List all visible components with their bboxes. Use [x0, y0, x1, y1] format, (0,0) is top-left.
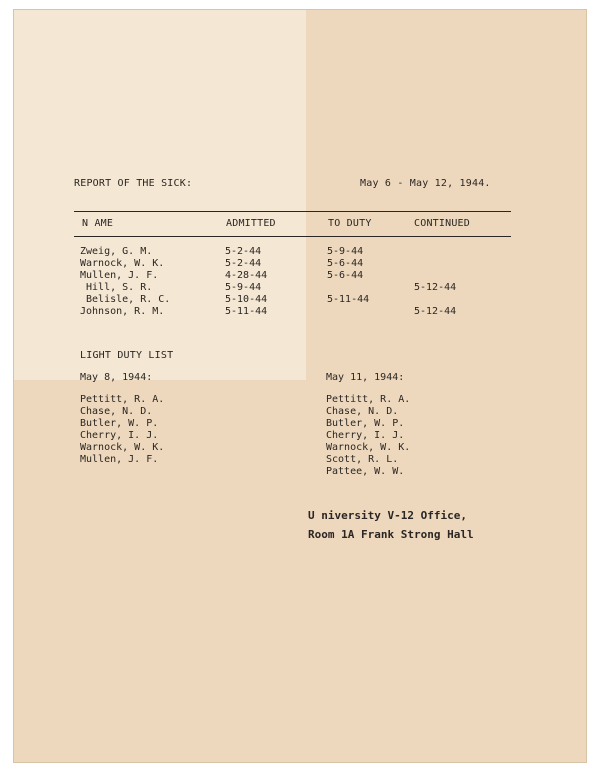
row-admitted: 5-2-44: [225, 246, 262, 257]
light-duty-date-right: May 11, 1944:: [326, 372, 405, 383]
list-item: Chase, N. D.: [80, 406, 153, 417]
row-name: Zweig, G. M.: [80, 246, 153, 257]
list-item: Cherry, I. J.: [326, 430, 405, 441]
row-name: Belisle, R. C.: [80, 294, 171, 305]
row-continued: 5-12-44: [414, 306, 457, 317]
row-continued: 5-12-44: [414, 282, 457, 293]
list-item: Pettitt, R. A.: [326, 394, 411, 405]
list-item: Mullen, J. F.: [80, 454, 159, 465]
row-name: Hill, S. R.: [80, 282, 153, 293]
list-item: Warnock, W. K.: [80, 442, 165, 453]
list-item: Scott, R. L.: [326, 454, 399, 465]
faded-paper-region: [14, 10, 306, 380]
row-name: Johnson, R. M.: [80, 306, 165, 317]
list-item: Cherry, I. J.: [80, 430, 159, 441]
table-header-rule: [74, 236, 511, 237]
light-duty-title: LIGHT DUTY LIST: [80, 350, 174, 361]
column-header-continued: CONTINUED: [414, 218, 470, 229]
column-header-name: N AME: [82, 218, 114, 229]
column-header-admitted: ADMITTED: [226, 218, 276, 229]
room-line: Room 1A Frank Strong Hall: [308, 528, 474, 541]
list-item: Butler, W. P.: [326, 418, 405, 429]
office-line: U niversity V-12 Office,: [308, 509, 467, 522]
row-name: Warnock, W. K.: [80, 258, 165, 269]
list-item: Pettitt, R. A.: [80, 394, 165, 405]
row-admitted: 4-28-44: [225, 270, 268, 281]
light-duty-date-left: May 8, 1944:: [80, 372, 153, 383]
row-to-duty: 5-6-44: [327, 258, 364, 269]
list-item: Chase, N. D.: [326, 406, 399, 417]
report-period: May 6 - May 12, 1944.: [360, 178, 491, 189]
list-item: Warnock, W. K.: [326, 442, 411, 453]
row-admitted: 5-9-44: [225, 282, 262, 293]
row-to-duty: 5-11-44: [327, 294, 370, 305]
row-admitted: 5-11-44: [225, 306, 268, 317]
row-to-duty: 5-6-44: [327, 270, 364, 281]
document-page: [14, 10, 586, 762]
list-item: Pattee, W. W.: [326, 466, 405, 477]
row-admitted: 5-10-44: [225, 294, 268, 305]
table-top-rule: [74, 211, 511, 212]
list-item: Butler, W. P.: [80, 418, 159, 429]
report-title: REPORT OF THE SICK:: [74, 178, 193, 189]
row-admitted: 5-2-44: [225, 258, 262, 269]
row-name: Mullen, J. F.: [80, 270, 159, 281]
column-header-to-duty: TO DUTY: [328, 218, 372, 229]
row-to-duty: 5-9-44: [327, 246, 364, 257]
